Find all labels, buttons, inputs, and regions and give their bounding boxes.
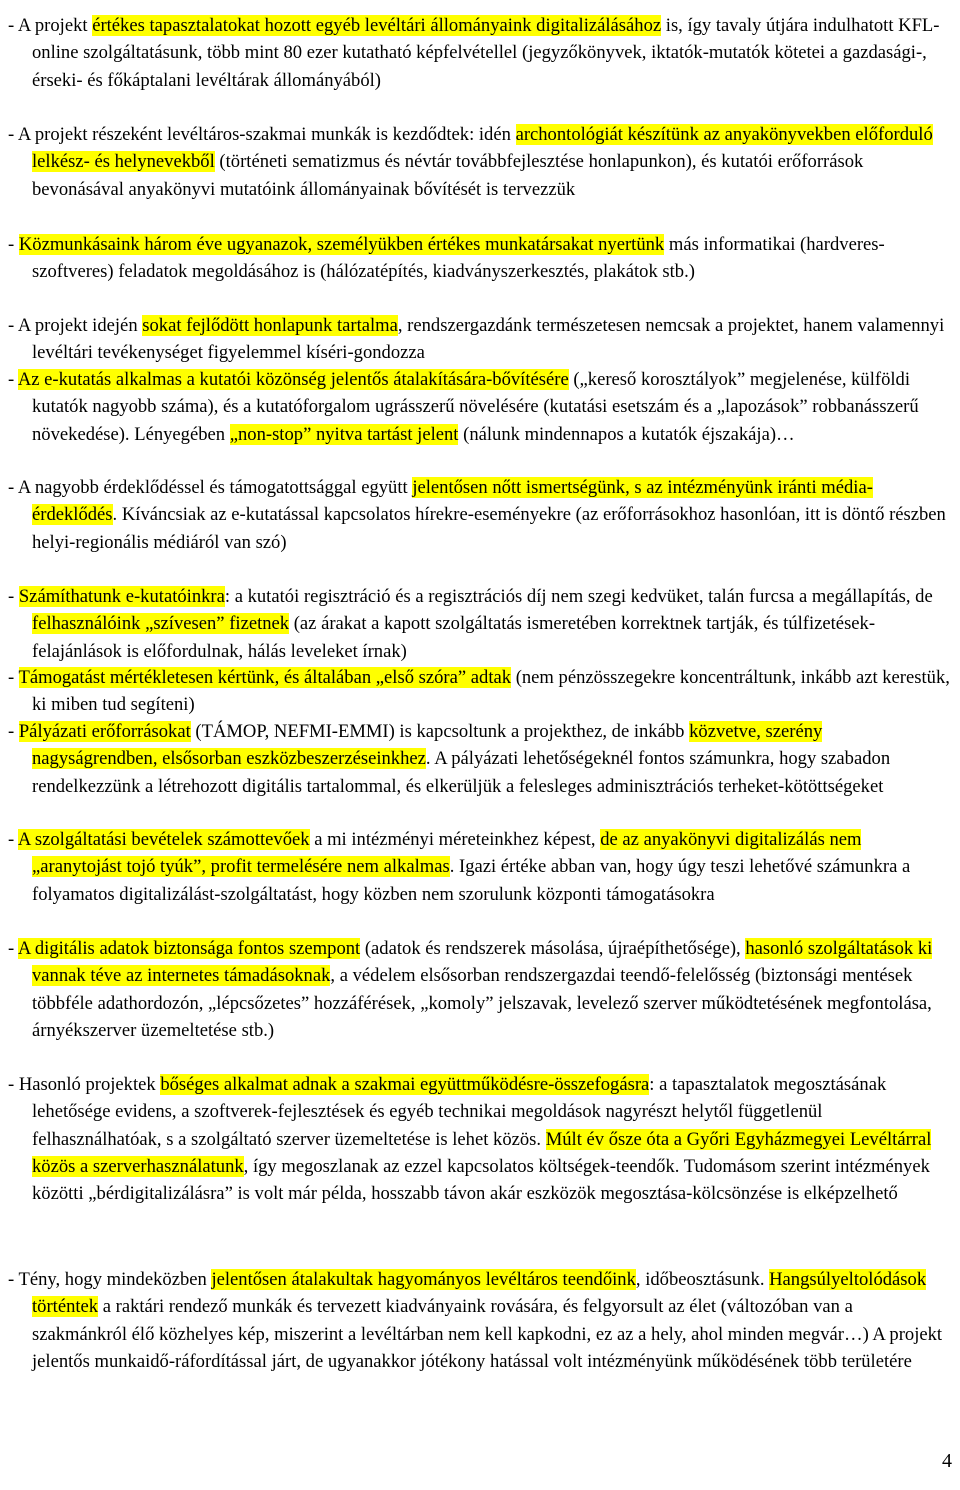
body-text: , rendszergazdánk természetesen nemcsak a projektet, hanem valamennyi levéltári tevékenységet figyelemmel kíséri-gondozza xyxy=(32,315,945,364)
page-number: 4 xyxy=(942,1450,952,1472)
bullet-item xyxy=(0,583,960,665)
bullet-item xyxy=(0,121,960,203)
highlighted-text: Hangsúlyeltolódások történtek xyxy=(32,1269,927,1318)
body-text: , így megoszlanak az ezzel kapcsolatos költségek-teendők. Tudomásom szerint intézmények közötti „bérdigitalizálásra” is volt már példa, hosszabb távon akár eszközök megosztása-kölcsönzése is elképzelhető xyxy=(32,1155,930,1205)
body-text: . Kíváncsiak az e-kutatással kapcsolatos hírekre-eseményekre (az erőforrásokhoz hasonlóan, itt is döntő részben helyi-regionális médiáról van szó) xyxy=(32,504,946,553)
body-text: , időbeosztásunk. xyxy=(635,1269,770,1290)
body-text: - A projekt xyxy=(8,15,93,36)
bullet-item xyxy=(0,1266,960,1375)
highlighted-text: Számíthatunk e-kutatóinkra xyxy=(18,586,225,607)
body-text: (TÁMOP, NEFMI-EMMI) is kapcsoltunk a projekthez, de inkább xyxy=(190,721,690,742)
highlighted-text: hasonló szolgáltatások ki vannak téve az internetes támadásoknak xyxy=(32,938,933,987)
body-text: is, így tavaly útjára indulhatott KFL-online szolgáltatásunk, több mint 80 ezer kutatható képfelvétellel (jegyzőkönyvek, iktatók-mutatók kötetei a gazdasági-, érseki- és főkáptalani levéltárak állományából) xyxy=(32,15,940,91)
body-text: (az árakat a kapott szolgáltatás ismeretében korrektnek tartják, és túlfizetések-felajánlások is előfordulnak, hálás leveleket írnak) xyxy=(32,613,876,662)
highlighted-text: Múlt év ősze óta a Győri Egyházmegyei Levéltárral közös a szerverhasználatunk xyxy=(32,1128,932,1177)
highlighted-text: felhasználóink „szívesen” fizetnek xyxy=(32,613,290,635)
bullet-item xyxy=(0,12,960,94)
body-text: , a védelem elsősorban rendszergazdai teendő-felelősség (biztonsági mentések többféle adathordozón, „lépcsőzetes” hozzáférések, „komoly” jelszavak, levelező szerver működtetésének megfontolása, árnyékszerver üzemeltetése stb.) xyxy=(32,965,932,1041)
highlighted-text: archontológiát készítünk az anyakönyvekben előforduló lelkész- és helynevekből xyxy=(32,124,933,173)
body-text: - A projekt idején xyxy=(8,315,143,336)
highlighted-text: Az e-kutatás alkalmas a kutatói közönség jelentős átalakítására-bővítésére xyxy=(17,369,569,390)
body-text: a raktári rendező munkák és tervezett kiadványaink rovására, és felgyorsult az élet (változóban van a szakmánkról élő közhelyes kép, miszerint a levéltárban nem kell kapkodni, ez az a hely, ahol minden megvár…) A projekt jelentős munkaidő-ráfordítással járt, de ugyanakkor jótékony hatással volt intézményünk működésének több területére xyxy=(32,1296,943,1372)
highlighted-text: Pályázati erőforrásokat xyxy=(18,721,191,742)
body-text: - xyxy=(8,234,19,255)
body-text: - xyxy=(8,667,19,688)
bullet-item xyxy=(0,718,960,800)
highlighted-text: értékes tapasztalatokat hozott egyéb levéltári állományaink digitalizálásához xyxy=(92,15,662,36)
highlighted-text: Közmunkásaink három éve ugyanazok, személyükben értékes munkatársakat nyertünk xyxy=(18,234,665,255)
body-text: . A pályázati lehetőségeknél fontos számunkra, hogy szabadon rendelkezzünk a létrehozott digitális tartalommal, és elkerüljük a felesleges adminisztrációs terheket-kötöttségeket xyxy=(32,748,891,797)
body-text: - Tény, hogy mindeközben xyxy=(8,1269,212,1290)
body-text: : a kutatói regisztráció és a regisztrációs díj nem szegi kedvüket, talán furcsa a megállapítás, de xyxy=(224,586,933,607)
body-text: - xyxy=(8,829,18,850)
body-text: - xyxy=(8,369,18,390)
highlighted-text: Támogatást mértékletesen kértünk, és általában „első szóra” adtak xyxy=(18,667,512,688)
bullet-item xyxy=(0,664,960,719)
body-text: (adatok és rendszerek másolása, újraépíthetősége), xyxy=(360,938,746,959)
body-text: - xyxy=(8,586,19,607)
body-text: a mi intézményi méreteinkhez képest, xyxy=(309,829,601,850)
body-text: : a tapasztalatok megosztásának lehetősége evidens, a szoftverek-fejlesztések és egyéb technikai megoldások nagyrészt helytől függetlenül felhasználhatóak, s a szolgáltató szerver üzemeltetése is lehet közös. xyxy=(32,1074,887,1150)
highlighted-text: A digitális adatok biztonsága fontos szempont xyxy=(17,938,361,959)
bullet-item xyxy=(0,935,960,1044)
bullet-item xyxy=(0,826,960,908)
highlighted-text: jelentősen átalakultak hagyományos levéltáros teendőink xyxy=(211,1269,636,1290)
bullet-item xyxy=(0,1071,960,1207)
body-text: . Igazi értéke abban van, hogy úgy teszi lehetővé számunkra a folyamatos digitalizálást-szolgáltatást, hogy közben nem szorulunk központi támogatásokra xyxy=(32,856,911,905)
body-text: - xyxy=(8,721,19,742)
body-text: (nem pénzösszegekre koncentráltunk, inkább azt kerestük, ki miben tud segíteni) xyxy=(32,667,950,716)
highlighted-text: „non-stop” nyitva tartást jelent xyxy=(229,423,459,445)
highlighted-text: A szolgáltatási bevételek számottevőek xyxy=(17,829,310,850)
bullet-item xyxy=(0,312,960,367)
body-text: más informatikai (hardveres-szoftveres) feladatok megoldásához is (hálózatépítés, kiadványszerkesztés, plakátok stb.) xyxy=(32,234,885,283)
highlighted-text: közvetve, szerény nagyságrendben, elsősorban eszközbeszerzéseinkhez xyxy=(32,721,823,770)
body-text: („kereső korosztályok” megjelenése, külföldi kutatók nagyobb száma), és a kutatóforgalom ugrásszerű növelésére (kutatási esetszám és a „lapozások” robbanásszerű növekedése). Lényegében xyxy=(32,369,919,445)
body-text: (történeti sematizmus és névtár továbbfejlesztése honlapunkon), és kutatói erőforrások bevonásával anyakönyvi mutatóink állományainak bővítését is tervezzük xyxy=(32,151,864,200)
body-text: - A nagyobb érdeklődéssel és támogatottsággal együtt xyxy=(8,477,413,498)
highlighted-text: bőséges alkalmat adnak a szakmai együttműködésre-összefogásra xyxy=(160,1074,650,1095)
body-text: - A projekt részeként levéltáros-szakmai munkák is kezdődtek: idén xyxy=(8,124,516,145)
body-text: (nálunk mindennapos a kutatók éjszakája)… xyxy=(458,423,795,445)
bullet-item xyxy=(0,474,960,556)
highlighted-text: sokat fejlődött honlapunk tartalma xyxy=(142,315,398,336)
highlighted-text: de az anyakönyvi digitalizálás nem „aranytojást tojó tyúk”, profit termelésére nem alkalmas xyxy=(32,829,862,878)
body-text: - xyxy=(8,938,18,959)
bullet-item xyxy=(0,231,960,286)
highlighted-text: jelentősen nőtt ismertségünk, s az intézményünk iránti média-érdeklődés xyxy=(32,477,873,526)
body-text: - Hasonló projektek xyxy=(8,1074,161,1095)
bullet-item xyxy=(0,366,960,448)
